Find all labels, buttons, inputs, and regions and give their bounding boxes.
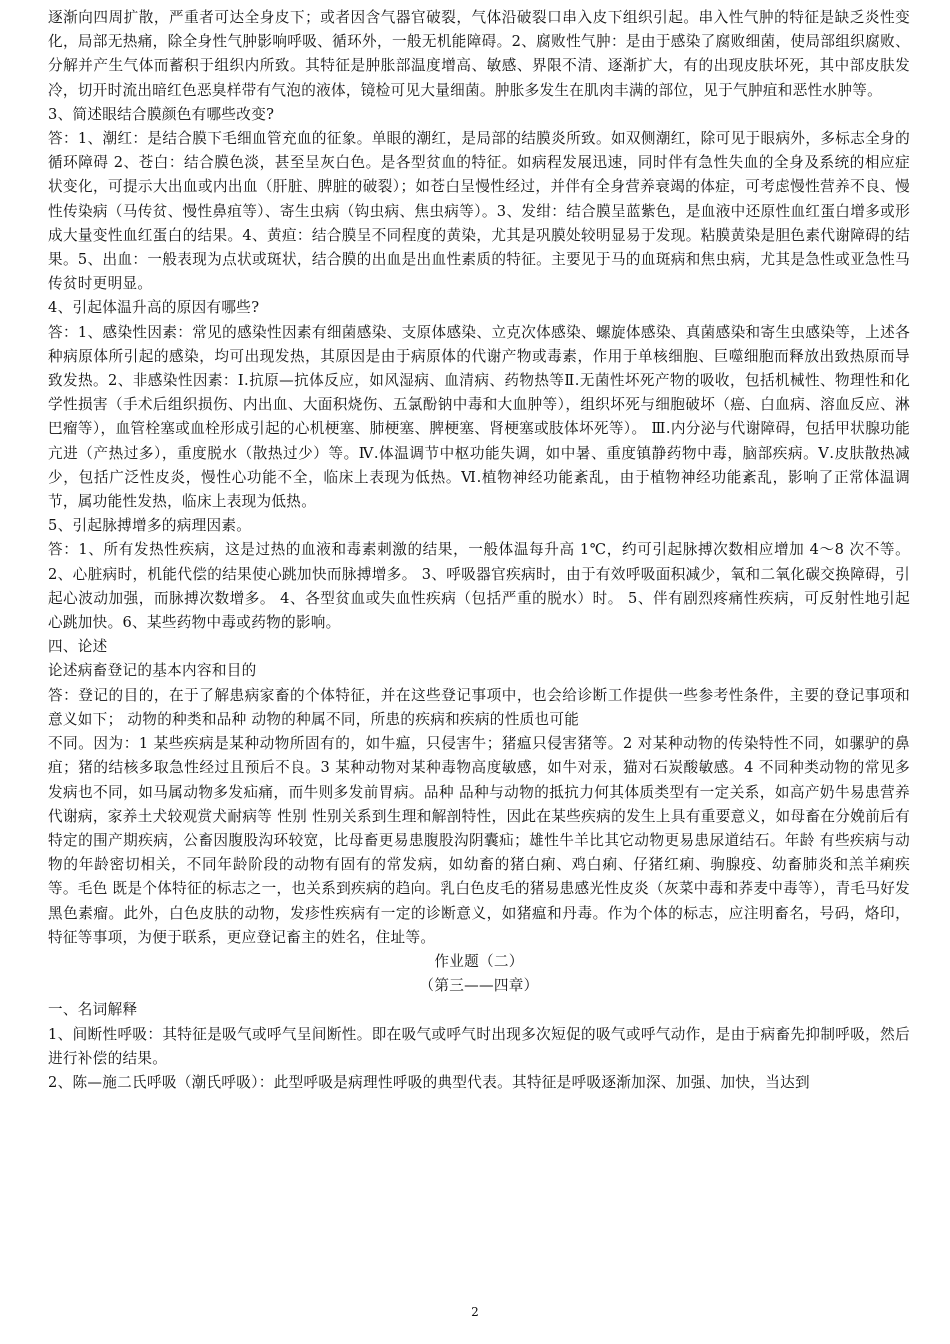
section-heading-discussion: 四、论述 (48, 638, 108, 656)
answer-conjunctiva-color: 答：1、潮红：是结合膜下毛细血管充血的征象。单眼的潮红，是局部的结膜炎所致。如双侧潮红，除可见于眼病外，多标志全身的循环障碍 2、苍白：结合膜色淡，甚至呈灰白色。是各型贫血的特征。如病程发展迅速，同时伴有急性失血的全身及系统的相应症状变化，可提示大出血或内出血（肝脏、脾脏的破裂）；如苍白呈慢性经过，并伴有全身营养衰竭的体症，可考虑慢性营养不良、慢性传染病（马传贫、慢性鼻疽等）、寄生虫病（钩虫病、焦虫病等）。3、发绀：结合膜呈蓝紫色，是血液中还原性血红蛋白增多或形成大量变性血红蛋白的结果。4、黄疸：结合膜呈不同程度的黄染，尤其是巩膜处较明显易于发现。粘膜黄染是胆色素代谢障碍的结果。5、出血：一般表现为点状或斑状，结合膜的出血是出血性素质的特征。主要见于马的血斑病和焦虫病，尤其是急性或亚急性马传贫时更明显。 (48, 130, 910, 293)
paragraph-emphysema-continued: 逐渐向四周扩散，严重者可达全身皮下；或者因含气器官破裂，气体沿破裂口串入皮下组织引起。串入性气肿的特征是缺乏炎性变化，局部无热痛，除全身性气肿影响呼吸、循环外，一般无机能障碍。2、腐败性气肿：是由于感染了腐败细菌，使局部组织腐败、分解并产生气体而蓄积于组织内所致。其特征是肿胀部温度增高、敏感、界限不清、逐渐扩大，有的出现皮肤坏死，其中部皮肤发冷，切开时流出暗红色恶臭样带有气泡的液体，镜检可见大量细菌。肿胀多发生在肌肉丰满的部位，见于气肿疽和恶性水肿等。 (48, 9, 910, 99)
answer-registration-part2: 不同。因为：1 某些疾病是某种动物所固有的，如牛瘟，只侵害牛；猪瘟只侵害猪等。2 对某种动物的传染特性不同，如骡驴的鼻疽；猪的结核多取急性经过且预后不良。3 某种动物对某种毒物高度敏感，如牛对汞，猫对石炭酸敏感。4 不同种类动物的常见多发病也不同，如马属动物多发疝痛，而牛则多发前胃病。品种 品种与动物的抵抗力何其体质类型有一定关系，如高产奶牛易患营养代谢病，家养土犬较观赏犬耐病等 性别 性别关系到生理和解剖特性，因此在某些疾病的发生上具有重要意义，如母畜在分娩前后有特定的围产期疾病，公畜因腹股沟环较宽，比母畜更易患腹股沟阴囊疝；雄性牛羊比其它动物更易患尿道结石。年龄 有些疾病与动物的年龄密切相关，不同年龄阶段的动物有固有的常发病，如幼畜的猪白痢、鸡白痢、仔猪红痢、驹腺疫、幼畜肺炎和羔羊痢疾等。毛色 既是个体特征的标志之一，也关系到疾病的趋向。乳白色皮毛的猪易患感光性皮炎（灰菜中毒和荞麦中毒等），青毛马好发黑色素瘤。此外，白色皮肤的动物，发疹性疾病有一定的诊断意义，如猪瘟和丹毒。作为个体的标志，应注明畜名，号码，烙印，特征等事项，为便于联系，更应登记畜主的姓名，住址等。 (48, 735, 910, 946)
question-registration: 论述病畜登记的基本内容和目的 (48, 662, 257, 680)
page-number: 2 (471, 1305, 479, 1319)
term-intermittent-breathing: 1、间断性呼吸：其特征是吸气或呼气呈间断性。即在吸气或呼气时出现多次短促的吸气或呼气动作，是由于病畜先抑制呼吸，然后进行补偿的结果。 (48, 1025, 910, 1067)
question-pulse-increase: 5、引起脉搏增多的病理因素。 (48, 517, 252, 535)
section-heading-terms: 一、名词解释 (48, 1001, 138, 1019)
answer-fever-causes: 答：1、感染性因素：常见的感染性因素有细菌感染、支原体感染、立克次体感染、螺旋体感染、真菌感染和寄生虫感染等，上述各种病原体所引起的感染，均可出现发热，其原因是由于病原体的代谢产物或毒素，作用于单核细胞、巨噬细胞而释放出致热原而导致发热。2、非感染性因素：Ⅰ.抗原—抗体反应，如风湿病、血清病、药物热等Ⅱ.无菌性坏死产物的吸收，包括机械性、物理性和化学性损害（手术后组织损伤、内出血、大面积烧伤、五氯酚钠中毒和大血肿等），组织坏死与细胞破坏（癌、白血病、溶血反应、淋巴瘤等），血管栓塞或血栓形成引起的心机梗塞、肺梗塞、脾梗塞、肾梗塞或肢体坏死等）。 Ⅲ.内分泌与代谢障碍，包括甲状腺功能亢进（产热过多），重度脱水（散热过少）等。Ⅳ.体温调节中枢功能失调，如中暑、重度镇静药物中毒，脑部疾病。Ⅴ.皮肤散热减少，包括广泛性皮炎，慢性心功能不全，临床上表现为低热。Ⅵ.植物神经功能紊乱，由于植物神经功能紊乱，影响了正常体温调节，属功能性发热，临床上表现为低热。 (48, 323, 910, 511)
question-fever-causes: 4、引起体温升高的原因有哪些? (48, 299, 260, 317)
assignment-subtitle: （第三——四章） (419, 977, 539, 995)
term-cheyne-stokes-breathing: 2、陈—施二氏呼吸（潮氏呼吸）：此型呼吸是病理性呼吸的典型代表。其特征是呼吸逐渐加深、加强、加快，当达到 (48, 1073, 810, 1091)
answer-registration-part1: 答：登记的目的，在于了解患病家畜的个体特征，并在这些登记事项中，也会给诊断工作提供一些参考性条件，主要的登记事项和意义如下； 动物的种类和品种 动物的种属不同，所患的疾病和疾病的性质也可能 (48, 686, 910, 728)
assignment-title: 作业题（二） (434, 952, 524, 970)
answer-pulse-increase: 答：1、所有发热性疾病，这是过热的血液和毒素刺激的结果，一般体温每升高 1℃，约可引起脉搏次数相应增加 4～8 次不等。2、心脏病时，机能代偿的结果使心跳加快而脉搏增多。 3、呼吸器官疾病时，由于有效呼吸面积减少，氧和二氧化碳交换障碍，引起心波动加强，而脉搏次数增多。 4、各型贫血或失血性疾病（包括严重的脱水）时。 5、伴有剧烈疼痛性疾病，可反射性地引起心跳加快。6、某些药物中毒或药物的影响。 (48, 541, 910, 632)
question-conjunctiva-color: 3、简述眼结合膜颜色有哪些改变? (48, 105, 275, 123)
